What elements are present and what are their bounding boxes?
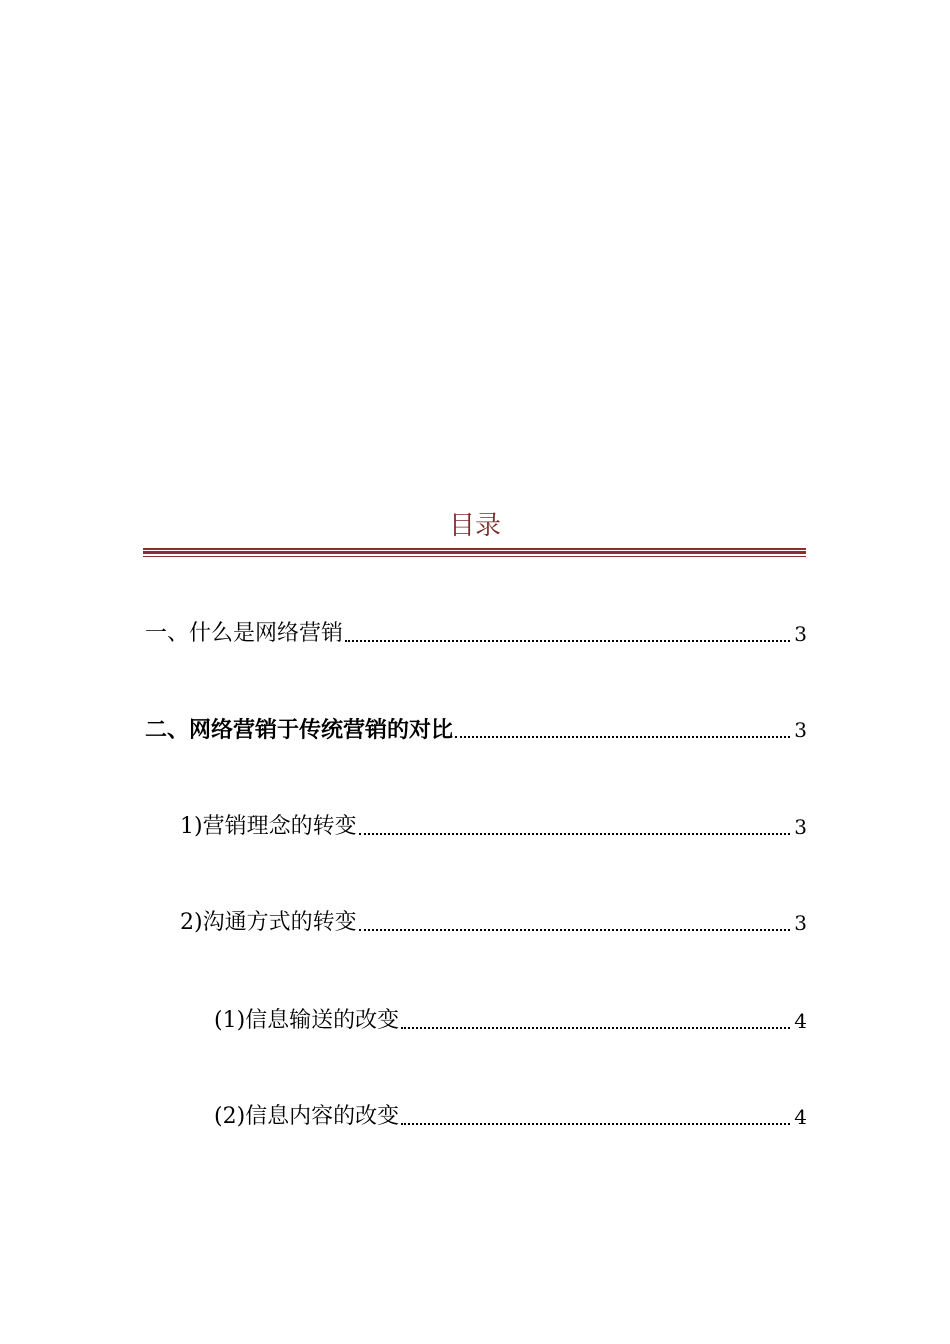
toc-entry-6[interactable]	[214, 1091, 807, 1131]
title-divider-top	[143, 548, 806, 550]
toc-entry-label: 1)营销理念的转变	[180, 814, 357, 839]
toc-entry-5[interactable]	[214, 995, 807, 1035]
toc-leader-dots	[345, 640, 790, 642]
toc-leader-dots	[359, 929, 791, 931]
toc-entry-label: (2)信息内容的改变	[214, 1104, 400, 1129]
title-divider-bottom	[143, 556, 806, 557]
toc-page-number: 3	[794, 718, 807, 742]
toc-entry-4[interactable]	[180, 897, 807, 937]
toc-entry-label: 2)沟通方式的转变	[180, 910, 357, 935]
toc-page-number: 3	[794, 622, 807, 646]
toc-entry-3[interactable]	[180, 801, 807, 841]
toc-entry-label: 二、网络营销于传统营销的对比	[145, 717, 454, 743]
toc-title: 目录	[448, 511, 501, 541]
toc-leader-dots	[455, 736, 790, 738]
toc-entry-label: 一、什么是网络营销	[145, 621, 344, 646]
toc-page-number: 3	[794, 911, 807, 935]
toc-leader-dots	[401, 1027, 790, 1029]
toc-page-number: 4	[794, 1009, 807, 1033]
toc-entry-2[interactable]	[145, 704, 807, 744]
title-divider-middle	[143, 551, 806, 554]
toc-leader-dots	[359, 833, 791, 835]
toc-entry-1[interactable]	[145, 608, 807, 648]
toc-page-number: 3	[794, 815, 807, 839]
toc-page-number: 4	[794, 1105, 807, 1129]
toc-entry-label: (1)信息输送的改变	[214, 1008, 400, 1033]
toc-leader-dots	[401, 1123, 790, 1125]
